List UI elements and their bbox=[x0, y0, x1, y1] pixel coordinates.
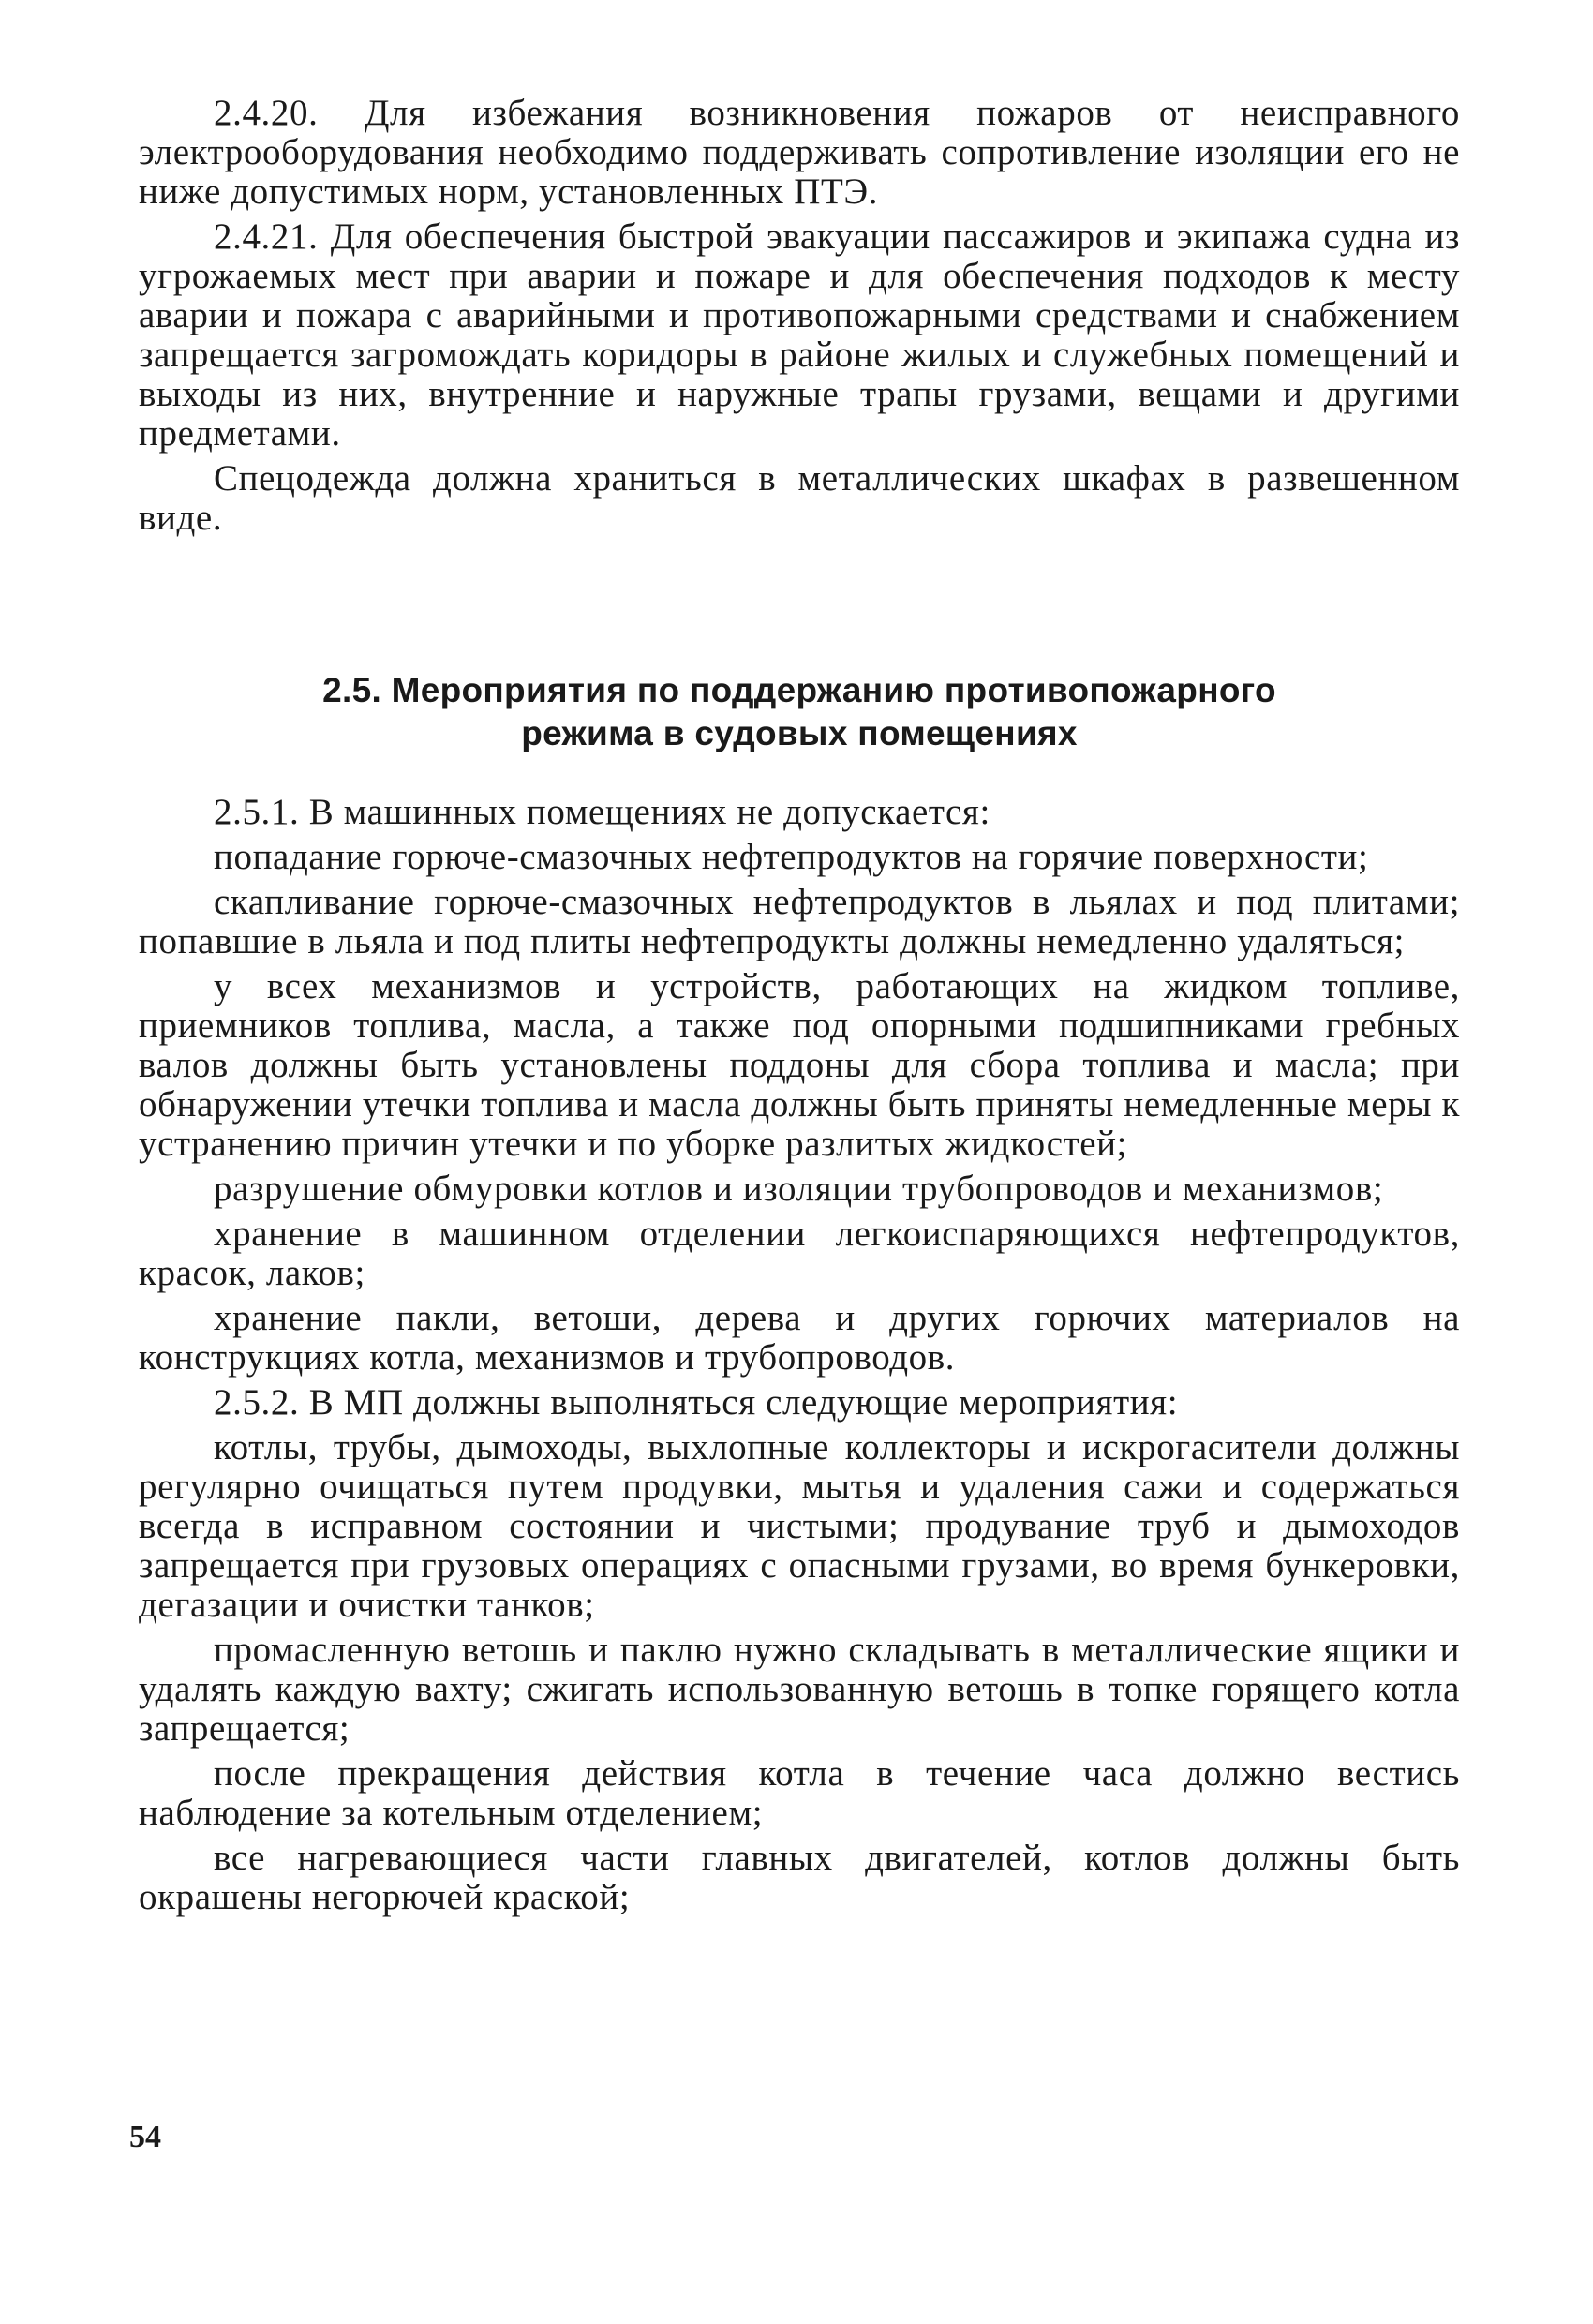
section-heading bbox=[139, 669, 1460, 755]
paragraph-2-4-21: 2.4.21. Для обеспечения быстрой эвакуации пассажиров и экипажа судна из угрожаемых мест при аварии и пожаре и для обеспечения подходов к месту аварии и пожара с аварийными и противопожарными средствами и снабжением запрещается загромождать коридоры в районе жилых и служебных помещений и выходы из них, внутренние и наружные трапы грузами, вещами и другими предметами. bbox=[139, 216, 1460, 454]
list-item: промасленную ветошь и паклю нужно складывать в металлические ящики и удалять каждую вахту; сжигать использованную ветошь в топке горящего котла запрещается; bbox=[139, 1630, 1460, 1749]
list-item: хранение пакли, ветоши, дерева и других горючих материалов на конструкциях котла, механизмов и трубопроводов. bbox=[139, 1298, 1460, 1378]
section-heading-line-2: режима в судовых помещениях bbox=[521, 714, 1078, 752]
section-heading-line-1: 2.5. Мероприятия по поддержанию противопожарного bbox=[322, 671, 1276, 709]
paragraph-2-5-1: 2.5.1. В машинных помещениях не допускается: bbox=[214, 792, 990, 832]
page-number: 54 bbox=[129, 2120, 161, 2154]
paragraph-2-4-20: 2.4.20. Для избежания возникновения пожаров от неисправного электрооборудования необходимо поддерживать сопротивление изоляции его не ниже допустимых норм, установленных ПТЭ. bbox=[139, 93, 1460, 212]
document-page bbox=[139, 94, 1460, 1923]
list-item: у всех механизмов и устройств, работающих на жидком топливе, приемников топлива, масла, а также под опорными подшипниками гребных валов должны быть установлены поддоны для сбора топлива и масла; при обнаружении утечки топлива и масла должны быть приняты немедленные меры к устранению причин утечки и по уборке разлитых жидкостей; bbox=[139, 966, 1460, 1164]
list-item: хранение в машинном отделении легкоиспаряющихся нефтепродуктов, красок, лаков; bbox=[139, 1214, 1460, 1293]
list-item: после прекращения действия котла в течение часа должно вестись наблюдение за котельным отделением; bbox=[139, 1753, 1460, 1833]
paragraph-workwear: Спецодежда должна храниться в металлических шкафах в развешенном виде. bbox=[139, 458, 1460, 538]
list-item: котлы, трубы, дымоходы, выхлопные коллекторы и искрогасители должны регулярно очищаться путем продувки, мытья и удаления сажи и содержаться всегда в исправном состоянии и чистыми; продувание труб и дымоходов запрещается при грузовых операциях с опасными грузами, во время бункеровки, дегазации и очистки танков; bbox=[139, 1427, 1460, 1625]
list-item: все нагревающиеся части главных двигателей, котлов должны быть окрашены негорючей краской; bbox=[139, 1838, 1460, 1917]
paragraph-2-5-2: 2.5.2. В МП должны выполняться следующие мероприятия: bbox=[214, 1382, 1179, 1423]
list-item: разрушение обмуровки котлов и изоляции трубопроводов и механизмов; bbox=[214, 1169, 1384, 1209]
list-item: попадание горюче-смазочных нефтепродуктов на горячие поверхности; bbox=[214, 837, 1369, 877]
list-item: скапливание горюче-смазочных нефтепродуктов в льялах и под плитами; попавшие в льяла и под плиты нефтепродукты должны немедленно удаляться; bbox=[139, 882, 1460, 961]
